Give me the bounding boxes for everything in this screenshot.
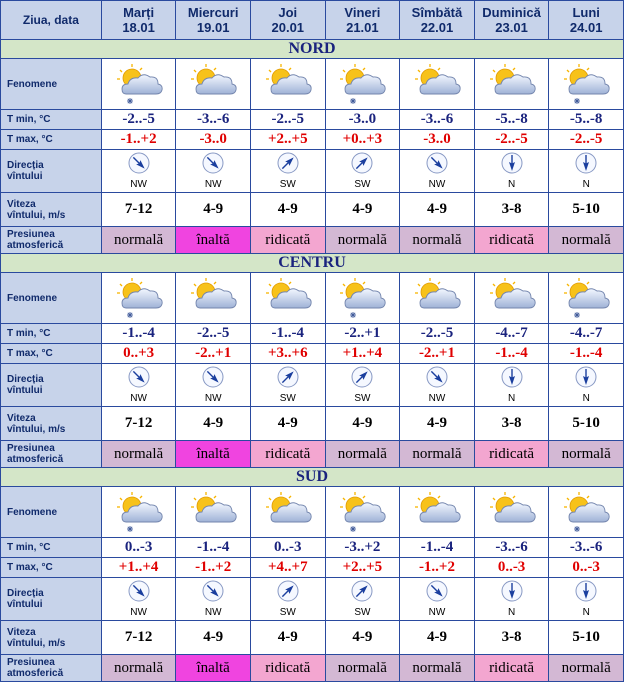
- direction-cell: [325, 364, 400, 407]
- tmax-value: +2..+5: [325, 558, 400, 578]
- wind-arrow-icon: [501, 152, 523, 179]
- direction-text: NW: [204, 179, 222, 190]
- row-label-line: Presiunea: [7, 443, 55, 454]
- tmin-value: -5..-8: [474, 110, 549, 130]
- weather-cell: [474, 59, 549, 110]
- tmin-value: -3..-6: [176, 110, 251, 130]
- direction-text: NW: [428, 179, 446, 190]
- row-label-viteza: [1, 407, 102, 441]
- day-name: Luni: [572, 5, 600, 20]
- day-name: Miercuri: [187, 5, 239, 20]
- wind-arrow-icon: [202, 580, 224, 607]
- row-label-directia: [1, 364, 102, 407]
- sun-cloud-icon: [251, 487, 325, 537]
- tmin-value: -4..-7: [549, 324, 624, 344]
- pressure-value: normală: [101, 441, 176, 468]
- row-label-viteza: [1, 621, 102, 655]
- tmax-value: -1..+2: [400, 558, 475, 578]
- row-label-line: Viteza: [7, 198, 36, 210]
- header-label: Ziua, data: [1, 1, 102, 40]
- pressure-value: înaltă: [176, 227, 251, 254]
- wind-arrow-icon: [128, 152, 150, 179]
- wind-arrow-icon: [575, 366, 597, 393]
- row-label-presiunea: [1, 227, 102, 254]
- pressure-value: normală: [400, 441, 475, 468]
- pressure-value: ridicată: [474, 655, 549, 682]
- weather-cell: [250, 487, 325, 538]
- wind-arrow-icon: [277, 366, 299, 393]
- row-label-line: atmosferică: [7, 240, 64, 251]
- row-label-presiunea: [1, 655, 102, 682]
- tmin-value: -1..-4: [101, 324, 176, 344]
- row-label-line: vîntului, m/s: [7, 637, 66, 649]
- fenomene-row: [1, 273, 624, 324]
- direction-text: NW: [204, 607, 222, 618]
- row-label-line: Presiunea: [7, 657, 55, 668]
- pressure-value: normală: [101, 655, 176, 682]
- row-label-line: Direcția: [7, 160, 44, 171]
- tmin-value: 0..-3: [101, 538, 176, 558]
- sun-cloud-icon: [475, 487, 549, 537]
- wind-arrow-icon: [128, 580, 150, 607]
- tmin-value: -1..-4: [176, 538, 251, 558]
- direction-text: N: [582, 607, 590, 618]
- tmax-value: +4..+7: [250, 558, 325, 578]
- direction-text: SW: [279, 607, 296, 618]
- row-label-presiunea: [1, 441, 102, 468]
- pressure-value: normală: [325, 441, 400, 468]
- day-name: Marți: [123, 5, 155, 20]
- wind-speed-row: [1, 407, 624, 441]
- tmin-row: [1, 324, 624, 344]
- day-header: [400, 1, 475, 40]
- sun-cloud-snow-icon: [549, 273, 623, 323]
- wind-speed-value: 4-9: [176, 193, 251, 227]
- weather-cell: [400, 487, 475, 538]
- row-label-line: vîntului: [7, 171, 43, 182]
- row-label-tmax: T max, °C: [1, 130, 102, 150]
- wind-arrow-icon: [501, 580, 523, 607]
- sun-cloud-icon: [176, 59, 250, 109]
- region-row: [1, 40, 624, 59]
- sun-cloud-icon: [475, 59, 549, 109]
- pressure-value: ridicată: [474, 441, 549, 468]
- tmax-value: 0..-3: [549, 558, 624, 578]
- tmax-row: [1, 558, 624, 578]
- direction-text: N: [582, 179, 590, 190]
- day-header: [101, 1, 176, 40]
- tmax-value: -1..+2: [101, 130, 176, 150]
- weather-cell: [250, 59, 325, 110]
- direction-cell: [325, 578, 400, 621]
- direction-cell: [176, 578, 251, 621]
- direction-cell: [250, 150, 325, 193]
- day-date: 20.01: [271, 20, 305, 35]
- row-label-line: Direcția: [7, 374, 44, 385]
- wind-arrow-icon: [426, 366, 448, 393]
- row-label-line: vîntului: [7, 599, 43, 610]
- pressure-value: normală: [549, 655, 624, 682]
- wind-arrow-icon: [575, 152, 597, 179]
- wind-speed-value: 5-10: [549, 407, 624, 441]
- tmax-row: [1, 344, 624, 364]
- wind-arrow-icon: [426, 152, 448, 179]
- direction-cell: [101, 364, 176, 407]
- day-name: Joi: [278, 5, 298, 20]
- wind-speed-row: [1, 621, 624, 655]
- weather-cell: [176, 487, 251, 538]
- pressure-value: ridicată: [474, 227, 549, 254]
- day-header: [325, 1, 400, 40]
- direction-text: NW: [204, 393, 222, 404]
- direction-cell: [549, 364, 624, 407]
- pressure-value: normală: [101, 227, 176, 254]
- sun-cloud-icon: [251, 59, 325, 109]
- wind-speed-value: 7-12: [101, 407, 176, 441]
- row-label-tmin: T min, °C: [1, 538, 102, 558]
- direction-cell: [325, 150, 400, 193]
- direction-text: N: [507, 179, 516, 190]
- pressure-row: [1, 441, 624, 468]
- direction-cell: [474, 364, 549, 407]
- pressure-value: normală: [549, 227, 624, 254]
- row-label-line: atmosferică: [7, 454, 64, 465]
- direction-row: [1, 578, 624, 621]
- tmin-value: -1..-4: [250, 324, 325, 344]
- direction-cell: [176, 150, 251, 193]
- tmax-value: -2..-5: [474, 130, 549, 150]
- wind-arrow-icon: [351, 152, 373, 179]
- direction-text: NW: [130, 607, 147, 618]
- day-header: [176, 1, 251, 40]
- tmax-value: 0..-3: [474, 558, 549, 578]
- row-label-line: Viteza: [7, 626, 36, 638]
- sun-cloud-snow-icon: [102, 59, 176, 109]
- direction-cell: [474, 150, 549, 193]
- tmin-value: -2..-5: [176, 324, 251, 344]
- weather-cell: [549, 273, 624, 324]
- tmax-value: -1..-4: [474, 344, 549, 364]
- region-title: CENTRU: [1, 254, 624, 273]
- row-label-line: vîntului, m/s: [7, 423, 66, 435]
- direction-text: SW: [279, 179, 296, 190]
- tmin-row: [1, 110, 624, 130]
- direction-text: SW: [354, 393, 371, 404]
- wind-arrow-icon: [128, 366, 150, 393]
- pressure-value: înaltă: [176, 655, 251, 682]
- tmax-value: 0..+3: [101, 344, 176, 364]
- pressure-value: normală: [325, 227, 400, 254]
- wind-speed-value: 5-10: [549, 621, 624, 655]
- day-date: 21.01: [346, 20, 379, 35]
- tmin-value: -3..-6: [400, 110, 475, 130]
- tmin-value: -2..-5: [101, 110, 176, 130]
- weather-cell: [400, 273, 475, 324]
- row-label-line: Presiunea: [7, 229, 55, 240]
- wind-speed-value: 4-9: [400, 621, 475, 655]
- tmax-value: -2..-5: [549, 130, 624, 150]
- day-date: 23.01: [495, 20, 528, 35]
- wind-speed-row: [1, 193, 624, 227]
- direction-text: SW: [354, 179, 371, 190]
- tmax-value: -3..0: [400, 130, 475, 150]
- day-date: 19.01: [196, 20, 230, 35]
- region-title: SUD: [1, 468, 624, 487]
- direction-cell: [549, 150, 624, 193]
- weather-cell: [474, 273, 549, 324]
- weather-cell: [400, 59, 475, 110]
- row-label-line: atmosferică: [7, 668, 64, 679]
- sun-cloud-icon: [176, 487, 250, 537]
- weather-cell: [549, 59, 624, 110]
- direction-cell: [250, 364, 325, 407]
- fenomene-row: [1, 487, 624, 538]
- wind-speed-value: 3-8: [474, 193, 549, 227]
- sun-cloud-icon: [400, 273, 474, 323]
- direction-row: [1, 364, 624, 407]
- tmax-value: -2..+1: [400, 344, 475, 364]
- region-row: [1, 254, 624, 273]
- tmin-value: -3..-6: [474, 538, 549, 558]
- day-date: 22.01: [420, 20, 454, 35]
- direction-text: N: [582, 393, 590, 404]
- row-label-directia: [1, 578, 102, 621]
- direction-cell: [400, 364, 475, 407]
- wind-speed-value: 4-9: [400, 407, 475, 441]
- wind-speed-value: 4-9: [176, 407, 251, 441]
- tmin-value: -2..-5: [400, 324, 475, 344]
- row-label-fenomene: Fenomene: [1, 59, 102, 110]
- tmax-value: +0..+3: [325, 130, 400, 150]
- direction-cell: [176, 364, 251, 407]
- weather-cell: [549, 487, 624, 538]
- row-label-directia: [1, 150, 102, 193]
- row-label-line: vîntului, m/s: [7, 209, 66, 221]
- row-label-tmin: T min, °C: [1, 324, 102, 344]
- tmin-value: -4..-7: [474, 324, 549, 344]
- wind-speed-value: 5-10: [549, 193, 624, 227]
- pressure-value: ridicată: [250, 441, 325, 468]
- wind-arrow-icon: [202, 366, 224, 393]
- wind-speed-value: 4-9: [400, 193, 475, 227]
- direction-cell: [250, 578, 325, 621]
- weather-cell: [101, 59, 176, 110]
- direction-row: [1, 150, 624, 193]
- day-header: [474, 1, 549, 40]
- day-name: Sîmbătă: [411, 5, 463, 20]
- tmax-row: [1, 130, 624, 150]
- tmin-value: -2..-5: [250, 110, 325, 130]
- tmin-value: -3..0: [325, 110, 400, 130]
- pressure-value: ridicată: [250, 655, 325, 682]
- tmin-value: -2..+1: [325, 324, 400, 344]
- pressure-row: [1, 227, 624, 254]
- sun-cloud-icon: [400, 59, 474, 109]
- sun-cloud-snow-icon: [326, 487, 400, 537]
- header-row: [1, 1, 624, 40]
- sun-cloud-icon: [176, 273, 250, 323]
- direction-text: SW: [354, 607, 371, 618]
- direction-text: NW: [428, 607, 446, 618]
- row-label-tmax: T max, °C: [1, 558, 102, 578]
- tmin-value: -3..-6: [549, 538, 624, 558]
- sun-cloud-snow-icon: [549, 59, 623, 109]
- row-label-line: vîntului: [7, 385, 43, 396]
- direction-cell: [101, 150, 176, 193]
- region-title: NORD: [1, 40, 624, 59]
- weather-cell: [325, 59, 400, 110]
- tmin-value: -1..-4: [400, 538, 475, 558]
- tmax-value: -3..0: [176, 130, 251, 150]
- direction-cell: [474, 578, 549, 621]
- wind-speed-value: 4-9: [250, 621, 325, 655]
- row-label-line: Viteza: [7, 412, 36, 424]
- fenomene-row: [1, 59, 624, 110]
- wind-speed-value: 4-9: [325, 407, 400, 441]
- direction-cell: [400, 150, 475, 193]
- direction-cell: [400, 578, 475, 621]
- day-name: Vineri: [344, 5, 381, 20]
- wind-speed-value: 4-9: [250, 193, 325, 227]
- row-label-fenomene: Fenomene: [1, 273, 102, 324]
- sun-cloud-snow-icon: [326, 273, 400, 323]
- wind-speed-value: 4-9: [325, 193, 400, 227]
- tmax-value: +1..+4: [325, 344, 400, 364]
- pressure-value: normală: [400, 227, 475, 254]
- weather-cell: [101, 487, 176, 538]
- weather-cell: [101, 273, 176, 324]
- wind-speed-value: 3-8: [474, 407, 549, 441]
- wind-arrow-icon: [351, 366, 373, 393]
- sun-cloud-icon: [251, 273, 325, 323]
- wind-speed-value: 4-9: [250, 407, 325, 441]
- tmin-value: 0..-3: [250, 538, 325, 558]
- weather-cell: [250, 273, 325, 324]
- weather-cell: [325, 273, 400, 324]
- pressure-value: înaltă: [176, 441, 251, 468]
- sun-cloud-snow-icon: [102, 487, 176, 537]
- region-row: [1, 468, 624, 487]
- direction-text: NW: [428, 393, 446, 404]
- tmax-value: -2..+1: [176, 344, 251, 364]
- direction-cell: [101, 578, 176, 621]
- day-header: [250, 1, 325, 40]
- day-date: 18.01: [122, 20, 155, 35]
- pressure-value: normală: [400, 655, 475, 682]
- sun-cloud-snow-icon: [102, 273, 176, 323]
- wind-speed-value: 7-12: [101, 193, 176, 227]
- wind-arrow-icon: [202, 152, 224, 179]
- tmin-value: -3..+2: [325, 538, 400, 558]
- sun-cloud-snow-icon: [549, 487, 623, 537]
- wind-arrow-icon: [351, 580, 373, 607]
- weather-cell: [176, 273, 251, 324]
- tmax-value: +2..+5: [250, 130, 325, 150]
- wind-arrow-icon: [277, 580, 299, 607]
- weather-cell: [474, 487, 549, 538]
- direction-cell: [549, 578, 624, 621]
- wind-speed-value: 7-12: [101, 621, 176, 655]
- pressure-value: normală: [549, 441, 624, 468]
- tmax-value: +1..+4: [101, 558, 176, 578]
- tmin-value: -5..-8: [549, 110, 624, 130]
- wind-arrow-icon: [277, 152, 299, 179]
- direction-text: N: [507, 607, 516, 618]
- pressure-value: normală: [325, 655, 400, 682]
- tmax-value: -1..+2: [176, 558, 251, 578]
- pressure-row: [1, 655, 624, 682]
- row-label-line: Direcția: [7, 588, 44, 599]
- sun-cloud-icon: [400, 487, 474, 537]
- day-date: 24.01: [569, 20, 603, 35]
- sun-cloud-icon: [475, 273, 549, 323]
- day-name: Duminică: [482, 5, 541, 20]
- row-label-tmax: T max, °C: [1, 344, 102, 364]
- wind-arrow-icon: [501, 366, 523, 393]
- wind-speed-value: 3-8: [474, 621, 549, 655]
- row-label-viteza: [1, 193, 102, 227]
- direction-text: N: [507, 393, 516, 404]
- wind-arrow-icon: [426, 580, 448, 607]
- pressure-value: ridicată: [250, 227, 325, 254]
- weather-cell: [325, 487, 400, 538]
- wind-arrow-icon: [575, 580, 597, 607]
- direction-text: SW: [279, 393, 296, 404]
- wind-speed-value: 4-9: [176, 621, 251, 655]
- weather-cell: [176, 59, 251, 110]
- direction-text: NW: [130, 179, 147, 190]
- row-label-tmin: T min, °C: [1, 110, 102, 130]
- tmax-value: +3..+6: [250, 344, 325, 364]
- direction-text: NW: [130, 393, 147, 404]
- row-label-fenomene: Fenomene: [1, 487, 102, 538]
- day-header: [549, 1, 624, 40]
- tmin-row: [1, 538, 624, 558]
- sun-cloud-snow-icon: [326, 59, 400, 109]
- wind-speed-value: 4-9: [325, 621, 400, 655]
- tmax-value: -1..-4: [549, 344, 624, 364]
